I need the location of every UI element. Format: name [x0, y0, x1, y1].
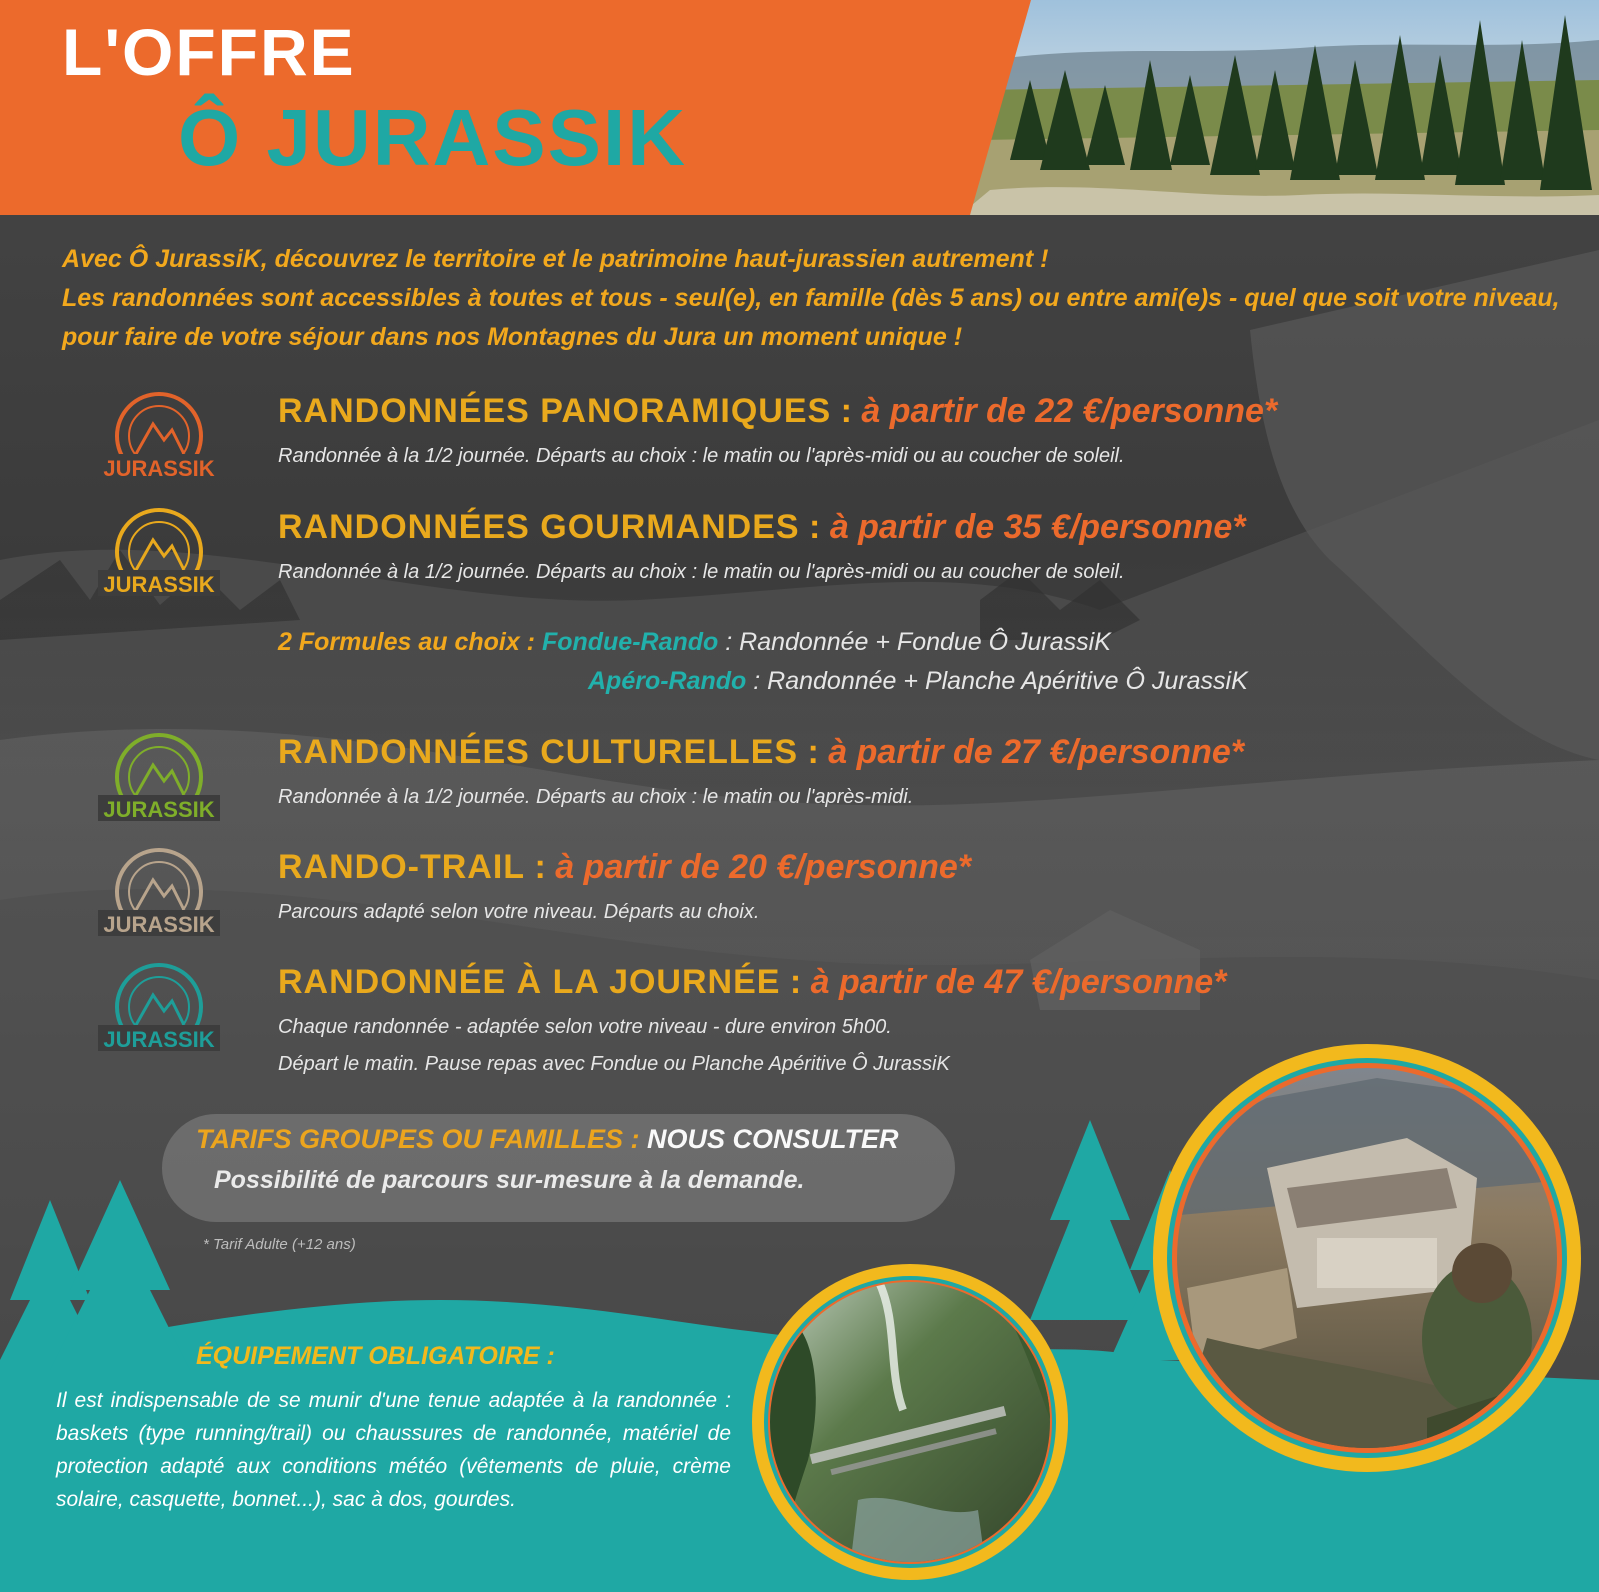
offer-description-line-1: Chaque randonnée - adaptée selon votre niveau - dure environ 5h00. [278, 1016, 892, 1038]
equipement-title: ÉQUIPEMENT OBLIGATOIRE : [196, 1342, 555, 1370]
jurassik-badge-icon [98, 392, 220, 492]
formule-row-1 [278, 623, 1248, 662]
offer-description: Randonnée à la 1/2 journée. Départs au choix : le matin ou l'après-midi ou au coucher de soleil. [278, 561, 1125, 583]
offer-description [278, 1009, 950, 1083]
offer-price: à partir de 27 €/personne* [828, 733, 1244, 771]
offer-name: RANDONNÉES GOURMANDES [278, 508, 800, 546]
svg-text:JURASSIK: JURASSIK [103, 797, 215, 822]
intro-line-2: Les randonnées sont accessibles à toutes et tous - seul(e), en famille (dès 5 ans) ou entre ami(e)s - quel que soit votre niveau, pour faire de votre séjour dans nos Montagnes du Jura un moment unique ! [62, 284, 1560, 351]
tarifs-heading [196, 1124, 899, 1155]
jurassik-badge-icon [98, 733, 220, 833]
offer-description-line-2: Départ le matin. Pause repas avec Fondue ou Planche Apéritive Ô JurassiK [278, 1053, 950, 1075]
offer-description: Parcours adapté selon votre niveau. Départs au choix. [278, 901, 760, 923]
tarifs-label: TARIFS GROUPES OU FAMILLES : [196, 1124, 648, 1154]
header-banner [0, 0, 1599, 215]
footnote: * Tarif Adulte (+12 ans) [203, 1236, 356, 1253]
offer-title: RANDONNÉES GOURMANDES : à partir de 35 €/personne* [278, 508, 1246, 546]
formules-list [278, 623, 1248, 701]
svg-text:JURASSIK: JURASSIK [103, 572, 215, 597]
formule-text: : Randonnée + Planche Apéritive Ô JurassiK [746, 667, 1248, 695]
offer-price: à partir de 47 €/personne* [810, 963, 1227, 1001]
tarifs-action: NOUS CONSULTER [647, 1124, 899, 1154]
intro-text [62, 240, 1562, 357]
jurassik-badge-icon [98, 848, 220, 948]
offer-title: RANDO-TRAIL : à partir de 20 €/personne* [278, 848, 972, 886]
offer-name: RANDONNÉES PANORAMIQUES [278, 392, 832, 430]
offer-name: RANDONNÉES CULTURELLES [278, 733, 799, 771]
formules-label: 2 Formules au choix : [278, 628, 542, 656]
jurassik-badge-icon [98, 508, 220, 608]
offer-title: RANDONNÉE À LA JOURNÉE : à partir de 47 €/personne* [278, 963, 1227, 1001]
tarifs-subtext: Possibilité de parcours sur-mesure à la demande. [214, 1166, 805, 1194]
svg-text:JURASSIK: JURASSIK [103, 1027, 215, 1052]
svg-text:JURASSIK: JURASSIK [103, 912, 215, 937]
offer-description: Randonnée à la 1/2 journée. Départs au choix : le matin ou l'après-midi ou au coucher de soleil. [278, 445, 1125, 467]
offer-price: à partir de 35 €/personne* [829, 508, 1246, 546]
town-view-photo [1147, 1038, 1587, 1478]
intro-line-1: Avec Ô JurassiK, découvrez le territoire et le patrimoine haut-jurassien autrement ! [62, 245, 1049, 273]
offer-price: à partir de 20 €/personne* [555, 848, 972, 886]
offer-name: RANDO-TRAIL [278, 848, 526, 886]
formule-name: Apéro-Rando [588, 667, 747, 695]
tarifs-groupes-box [162, 1114, 955, 1222]
formule-text: : Randonnée + Fondue Ô JurassiK [718, 628, 1111, 656]
formule-name: Fondue-Rando [541, 628, 719, 656]
offer-title: RANDONNÉES PANORAMIQUES : à partir de 22 €/personne* [278, 392, 1278, 430]
equipement-text: Il est indispensable de se munir d'une tenue adaptée à la randonnée : baskets (type running/trail) ou chaussures de randonnée, matériel de protection adapté aux conditions météo (vêtements de pluie, crème solaire, casquette, bonnet...), sac à dos, gourdes. [56, 1389, 731, 1511]
svg-text:JURASSIK: JURASSIK [103, 456, 215, 481]
offer-description: Randonnée à la 1/2 journée. Départs au choix : le matin ou l'après-midi. [278, 786, 914, 808]
jurassik-badge-icon [98, 963, 220, 1063]
formule-row-2 [278, 662, 1248, 701]
offer-title: RANDONNÉES CULTURELLES : à partir de 27 €/personne* [278, 733, 1244, 771]
title-line-2: Ô JURASSIK [178, 93, 687, 182]
offer-name: RANDONNÉE À LA JOURNÉE [278, 963, 781, 1001]
title-line-1: L'OFFRE [62, 15, 356, 89]
waterfall-photo [748, 1260, 1072, 1584]
offer-price: à partir de 22 €/personne* [861, 392, 1278, 430]
